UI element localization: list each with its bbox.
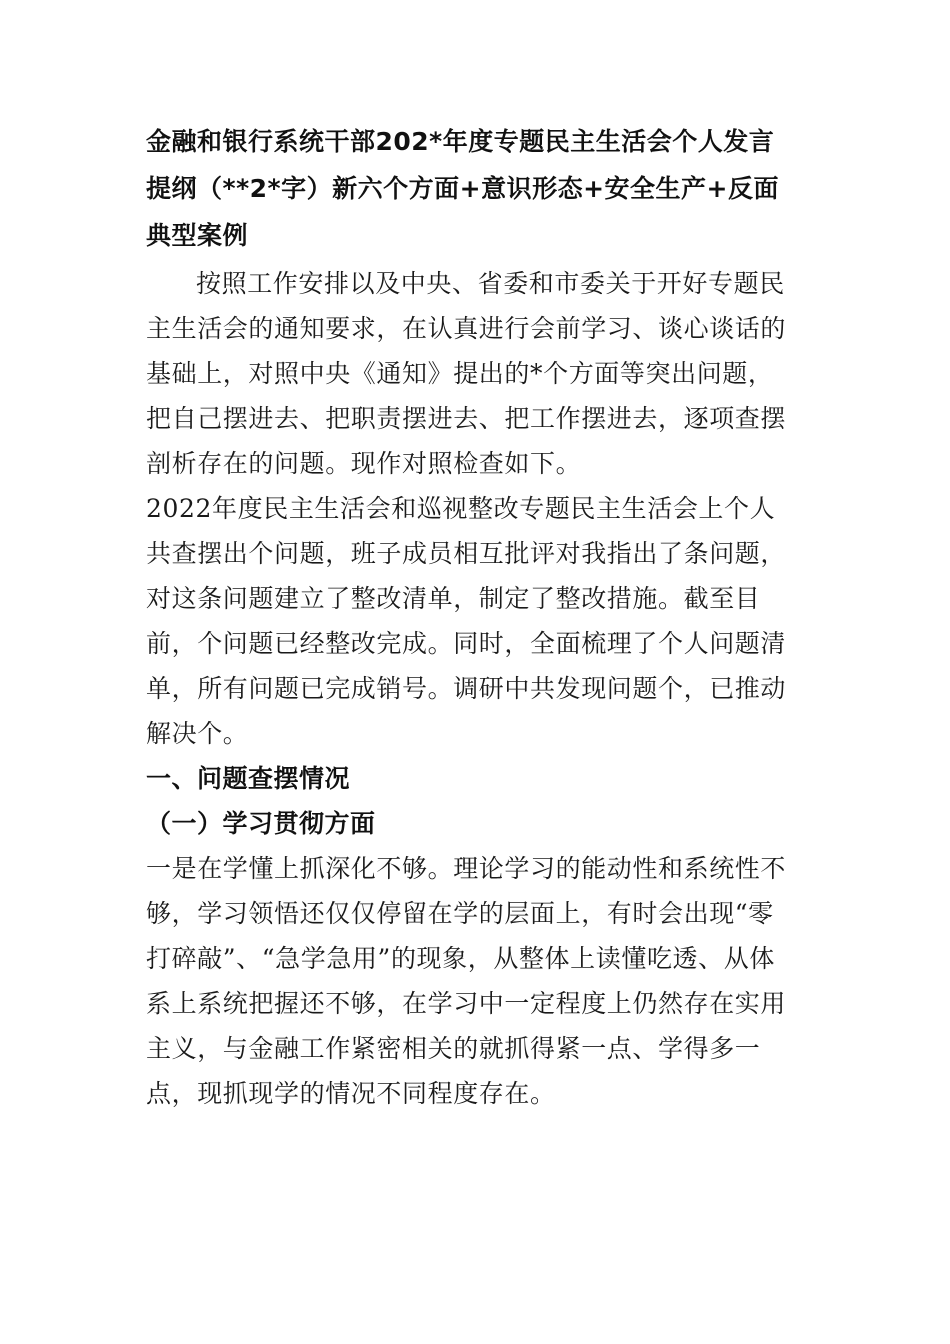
subsection-heading: （一）学习贯彻方面 [146,809,376,838]
intro-paragraph: 按照工作安排以及中央、省委和市委关于开好专题民主生活会的通知要求，在认真进行会前学习、谈心谈话的基础上，对照中央《通知》提出的*个方面等突出问题，把自己摆进去、把职责摆进去、把工作摆进去，逐项查摆剖析存在的问题。现作对照检查如下。 [146,269,787,478]
study-issue-paragraph: 一是在学懂上抓深化不够。理论学习的能动性和系统性不够，学习领悟还仅仅停留在学的层面上，有时会出现“零打碎敲”、“急学急用”的现象，从整体上读懂吃透、从体系上系统把握还不够，在学习中一定程度上仍然存在实用主义，与金融工作紧密相关的就抓得紧一点、学得多一点，现抓现学的情况不同程度存在。 [146,854,787,1108]
section-heading: 一、问题查摆情况 [146,764,351,793]
document-body [146,118,798,1116]
review-paragraph: 2022年度民主生活会和巡视整改专题民主生活会上个人共查摆出个问题，班子成员相互批评对我指出了条问题，对这条问题建立了整改清单，制定了整改措施。截至目前，个问题已经整改完成。同时，全面梳理了个人问题清单，所有问题已完成销号。调研中共发现问题个，已推动解决个。 [146,494,787,748]
document-title: 金融和银行系统干部202*年度专题民主生活会个人发言提纲（**2*字）新六个方面+意识形态+安全生产+反面典型案例 [146,127,779,250]
